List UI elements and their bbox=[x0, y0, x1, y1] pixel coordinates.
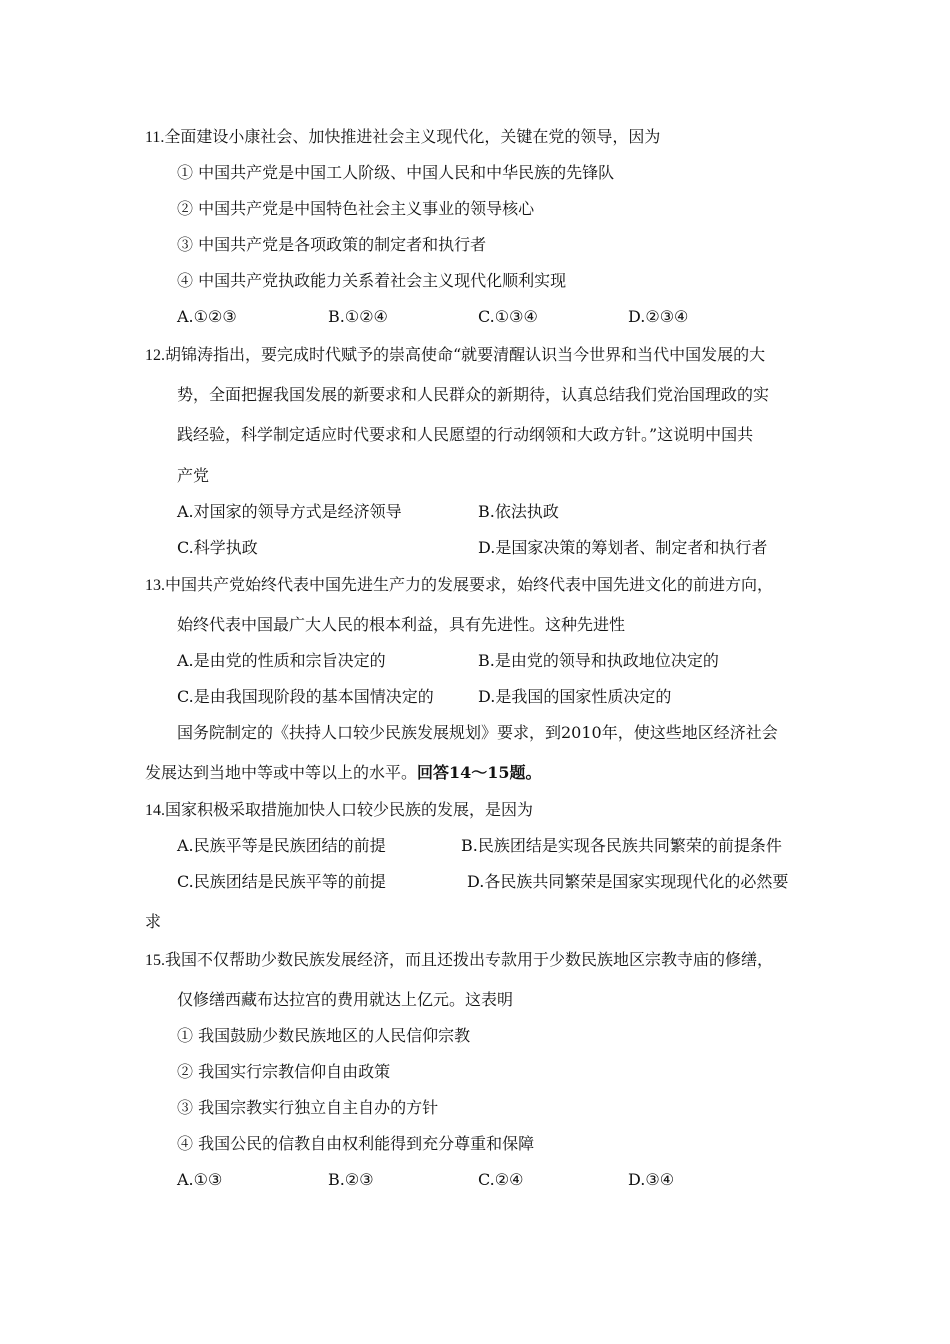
q11-item-1: ① 中国共产党是中国工人阶级、中国人民和中华民族的先锋队 bbox=[177, 163, 615, 182]
q15-option-a: A.①③ bbox=[177, 1170, 223, 1189]
question-text: 胡锦涛指出，要完成时代赋予的崇高使命“就要清醒认识当今世界和当代中国发展的大 bbox=[165, 345, 766, 364]
q11-option-b: B.①②④ bbox=[328, 307, 388, 326]
q15-option-b: B.②③ bbox=[328, 1170, 374, 1189]
q15-item-3: ③ 我国宗教实行独立自主自办的方针 bbox=[177, 1098, 439, 1117]
q14-option-c: C.民族团结是民族平等的前提 bbox=[177, 872, 386, 891]
q14-option-d-wrap: 求 bbox=[145, 912, 162, 931]
q15-option-d: D.③④ bbox=[628, 1170, 675, 1189]
question-text: 我国不仅帮助少数民族发展经济，而且还拨出专款用于少数民族地区宗教寺庙的修缮， bbox=[165, 950, 774, 969]
question-12-stem bbox=[145, 345, 765, 366]
question-15-stem bbox=[145, 950, 773, 971]
q13-option-a: A.是由党的性质和宗旨决定的 bbox=[177, 651, 386, 670]
q12-option-a: A.对国家的领导方式是经济领导 bbox=[177, 502, 402, 521]
q12-stem-line-4: 产党 bbox=[177, 466, 210, 485]
question-number: 14. bbox=[145, 802, 165, 819]
question-text: 国家积极采取措施加快人口较少民族的发展，是因为 bbox=[165, 800, 534, 819]
q11-item-2: ② 中国共产党是中国特色社会主义事业的领导核心 bbox=[177, 199, 535, 218]
q15-item-2: ② 我国实行宗教信仰自由政策 bbox=[177, 1062, 391, 1081]
material-line-2 bbox=[145, 763, 542, 783]
q14-option-b: B.民族团结是实现各民族共同繁荣的前提条件 bbox=[461, 836, 782, 855]
q14-option-d: D.各民族共同繁荣是国家实现现代化的必然要 bbox=[467, 872, 789, 891]
q13-option-c: C.是由我国现阶段的基本国情决定的 bbox=[177, 687, 434, 706]
question-11-stem bbox=[145, 127, 660, 148]
question-text: 全面建设小康社会、加快推进社会主义现代化，关键在党的领导，因为 bbox=[164, 127, 661, 146]
question-number: 13. bbox=[145, 577, 165, 594]
question-13-stem bbox=[145, 575, 773, 596]
q15-item-4: ④ 我国公民的信教自由权利能得到充分尊重和保障 bbox=[177, 1134, 535, 1153]
q12-option-c: C.科学执政 bbox=[177, 538, 258, 557]
q15-option-c: C.②④ bbox=[478, 1170, 524, 1189]
q15-item-1: ① 我国鼓励少数民族地区的人民信仰宗教 bbox=[177, 1026, 471, 1045]
material-text: 发展达到当地中等或中等以上的水平。 bbox=[145, 763, 418, 782]
material-instruction: 回答14～15题。 bbox=[417, 763, 542, 782]
question-number: 15. bbox=[145, 952, 165, 969]
q11-option-a: A.①②③ bbox=[177, 307, 237, 326]
q12-option-b: B.依法执政 bbox=[478, 502, 559, 521]
q14-option-a: A.民族平等是民族团结的前提 bbox=[177, 836, 386, 855]
q11-option-d: D.②③④ bbox=[628, 307, 689, 326]
question-14-stem bbox=[145, 800, 533, 821]
question-number: 12. bbox=[145, 347, 165, 364]
q11-item-4: ④ 中国共产党执政能力关系着社会主义现代化顺利实现 bbox=[177, 271, 567, 290]
material-line-1: 国务院制定的《扶持人口较少民族发展规划》要求，到2010年，使这些地区经济社会 bbox=[177, 723, 778, 742]
q15-stem-line-2: 仅修缮西藏布达拉宫的费用就达上亿元。这表明 bbox=[177, 990, 514, 1009]
question-number: 11. bbox=[145, 129, 165, 146]
question-text: 中国共产党始终代表中国先进生产力的发展要求，始终代表中国先进文化的前进方向， bbox=[165, 575, 774, 594]
q13-option-b: B.是由党的领导和执政地位决定的 bbox=[478, 651, 719, 670]
q12-stem-line-3: 践经验，科学制定适应时代要求和人民愿望的行动纲领和大政方针。”这说明中国共 bbox=[177, 425, 754, 444]
q12-option-d: D.是国家决策的筹划者、制定者和执行者 bbox=[478, 538, 768, 557]
q11-item-3: ③ 中国共产党是各项政策的制定者和执行者 bbox=[177, 235, 487, 254]
q12-stem-line-2: 势，全面把握我国发展的新要求和人民群众的新期待，认真总结我们党治国理政的实 bbox=[177, 385, 770, 404]
q11-option-c: C.①③④ bbox=[478, 307, 538, 326]
q13-option-d: D.是我国的国家性质决定的 bbox=[478, 687, 672, 706]
q13-stem-line-2: 始终代表中国最广大人民的根本利益，具有先进性。这种先进性 bbox=[177, 615, 626, 634]
